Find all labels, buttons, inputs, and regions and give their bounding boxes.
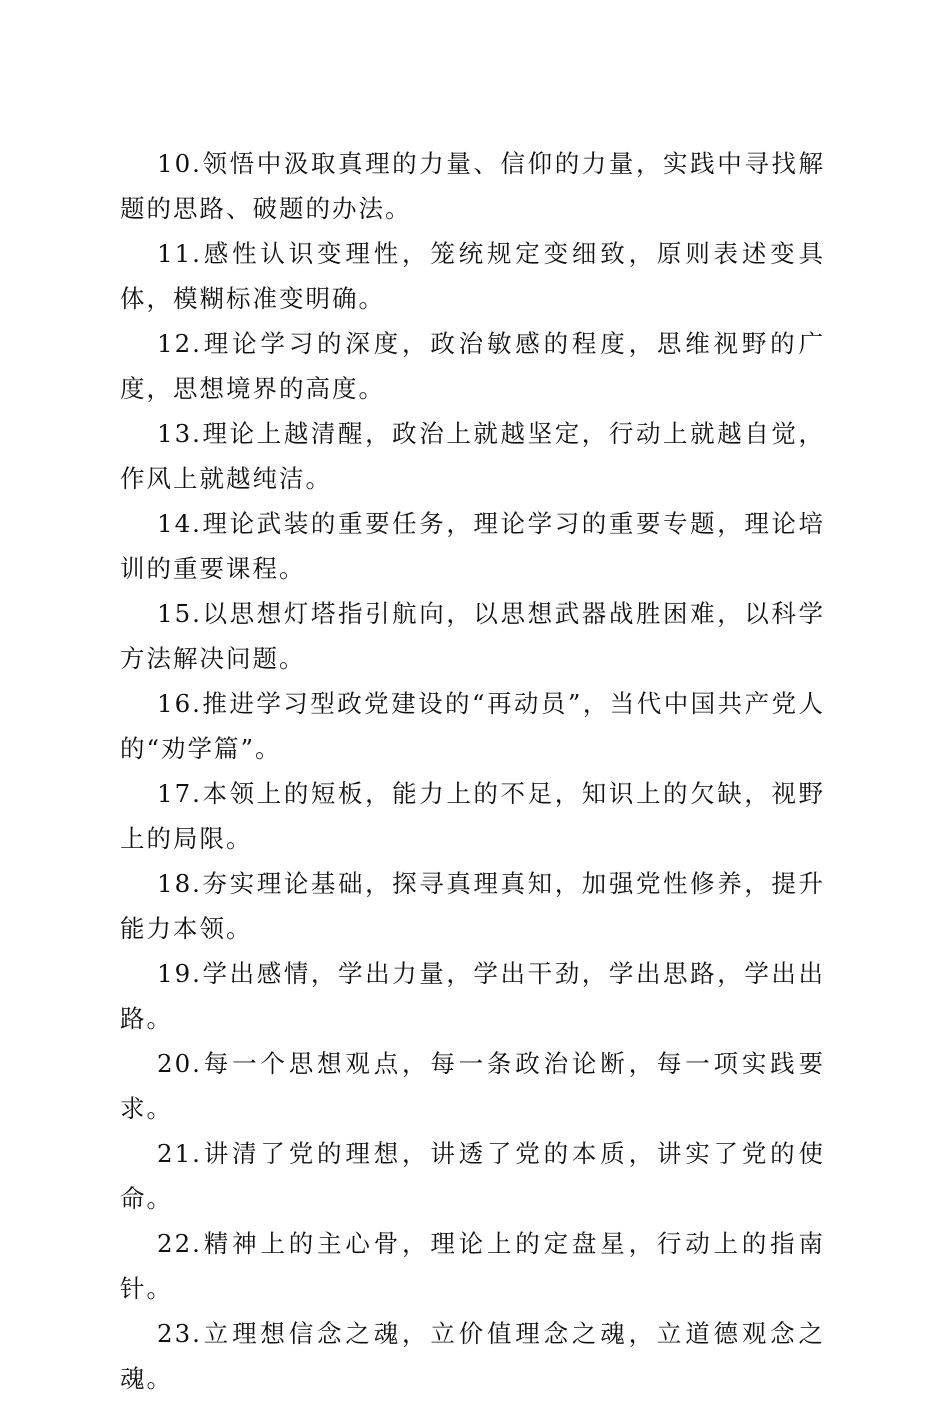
- list-item: 15.以思想灯塔指引航向，以思想武器战胜困难，以科学方法解决问题。: [120, 599, 825, 673]
- list-item: 13.理论上越清醒，政治上就越坚定，行动上就越自觉，作风上就越纯洁。: [120, 419, 825, 493]
- list-item: 11.感性认识变理性，笼统规定变细致，原则表述变具体，模糊标准变明确。: [120, 239, 825, 313]
- list-item: 16.推进学习型政党建设的“再动员”，当代中国共产党人的“劝学篇”。: [120, 689, 825, 763]
- document-body: [120, 141, 825, 1401]
- list-item: 18.夯实理论基础，探寻真理真知，加强党性修养，提升能力本领。: [120, 869, 825, 943]
- list-item: 20.每一个思想观点，每一条政治论断，每一项实践要求。: [120, 1049, 825, 1123]
- list-item: 19.学出感情，学出力量，学出干劲，学出思路，学出出路。: [120, 959, 825, 1033]
- list-item: 22.精神上的主心骨，理论上的定盘星，行动上的指南针。: [120, 1229, 825, 1303]
- list-item: 12.理论学习的深度，政治敏感的程度，思维视野的广度，思想境界的高度。: [120, 329, 825, 403]
- list-item: 17.本领上的短板，能力上的不足，知识上的欠缺，视野上的局限。: [120, 779, 825, 853]
- list-item: 23.立理想信念之魂，立价值理念之魂，立道德观念之魂。: [120, 1319, 825, 1393]
- list-item: 14.理论武装的重要任务，理论学习的重要专题，理论培训的重要课程。: [120, 509, 825, 583]
- list-item: 21.讲清了党的理想，讲透了党的本质，讲实了党的使命。: [120, 1139, 825, 1213]
- list-item: 10.领悟中汲取真理的力量、信仰的力量，实践中寻找解题的思路、破题的办法。: [120, 149, 825, 223]
